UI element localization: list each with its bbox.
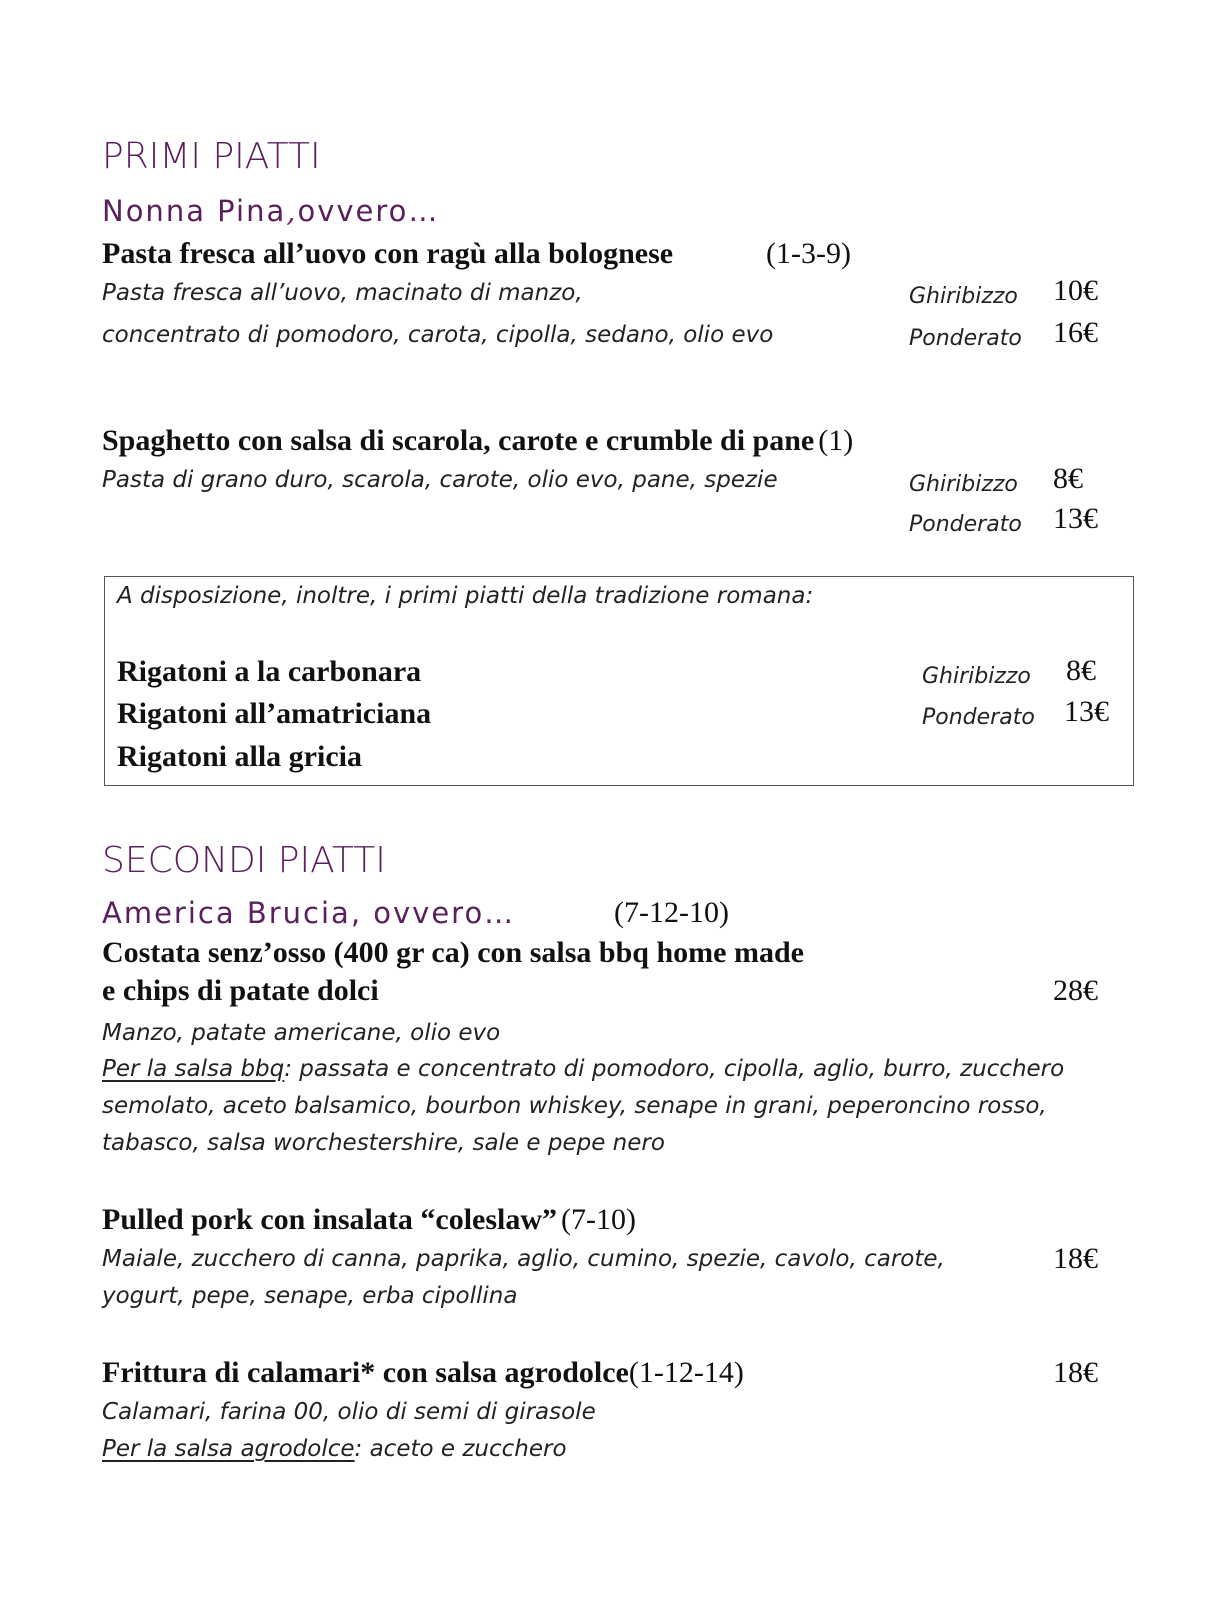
dish-heading-spaghetto (102, 424, 853, 458)
dish-name-costata-1: Costata senz’osso (400 gr ca) con salsa bbq home made (102, 936, 804, 969)
agrodolce-sauce-label: Per la salsa agrodolce (102, 1436, 355, 1462)
roman-item-carbonara: Rigatoni a la carbonara (117, 655, 422, 688)
bbq-sauce-line-1 (102, 1056, 1064, 1082)
price-pulled-pork: 18€ (1053, 1242, 1098, 1275)
dish-heading-pulled-pork (102, 1203, 636, 1237)
size-label-ghiribizzo: Ghiribizzo (909, 472, 1018, 497)
roman-item-amatriciana: Rigatoni all’amatriciana (117, 697, 432, 730)
price-costata: 28€ (1053, 974, 1098, 1007)
section-subtitle-allergens: (7-12-10) (614, 896, 729, 929)
price-ponderato: 16€ (1053, 316, 1098, 349)
dish-name-costata-2: e chips di patate dolci (102, 974, 379, 1007)
dish-ingredients-pulled-pork-2: yogurt, pepe, senape, erba cipollina (102, 1283, 518, 1309)
roman-box-intro: A disposizione, inoltre, i primi piatti della tradizione romana: (117, 583, 814, 609)
agrodolce-sauce-line (102, 1436, 567, 1462)
price-ghiribizzo: 10€ (1053, 274, 1098, 307)
dish-name-calamari: Frittura di calamari* con salsa agrodolce (102, 1356, 629, 1389)
dish-ingredients-spaghetto: Pasta di grano duro, scarola, carote, olio evo, pane, spezie (102, 467, 778, 493)
price-calamari: 18€ (1053, 1356, 1098, 1389)
dish-allergens-pulled-pork: (7-10) (561, 1203, 637, 1236)
dish-name-pulled-pork: Pulled pork con insalata “coleslaw” (102, 1203, 558, 1236)
price-ponderato: 13€ (1053, 502, 1098, 535)
dish-name-spaghetto: Spaghetto con salsa di scarola, carote e crumble di pane (102, 424, 815, 457)
bbq-sauce-label: Per la salsa bbq (102, 1056, 285, 1082)
price-ponderato: 13€ (1064, 695, 1109, 728)
roman-item-gricia: Rigatoni alla gricia (117, 740, 362, 773)
dish-heading-calamari (102, 1356, 744, 1390)
price-ghiribizzo: 8€ (1066, 654, 1096, 687)
bbq-sauce-line-3: tabasco, salsa worchestershire, sale e pepe nero (102, 1130, 665, 1156)
section-title-primi: PRIMI PIATTI (102, 136, 321, 177)
size-label-ponderato: Ponderato (909, 326, 1022, 351)
size-label-ghiribizzo: Ghiribizzo (909, 284, 1018, 309)
price-ghiribizzo: 8€ (1053, 462, 1083, 495)
dish-allergens-bolognese: (1-3-9) (766, 237, 851, 270)
subtitle-comma: , (286, 194, 298, 228)
dish-ingredients-calamari: Calamari, farina 00, olio di semi di girasole (102, 1399, 596, 1425)
bbq-sauce-line-2: semolato, aceto balsamico, bourbon whiskey, senape in grani, peperoncino rosso, (102, 1093, 1047, 1119)
dish-ingredients-bolognese-2: concentrato di pomodoro, carota, cipolla, sedano, olio evo (102, 322, 774, 348)
dish-ingredients-pulled-pork-1: Maiale, zucchero di canna, paprika, aglio, cumino, spezie, cavolo, carote, (102, 1246, 945, 1272)
section-title-secondi: SECONDI PIATTI (102, 840, 386, 881)
size-label-ponderato: Ponderato (922, 705, 1035, 730)
agrodolce-sauce-text: : aceto e zucchero (354, 1436, 567, 1462)
size-label-ghiribizzo: Ghiribizzo (922, 664, 1031, 689)
dish-ingredients-costata: Manzo, patate americane, olio evo (102, 1020, 501, 1046)
dish-name-bolognese: Pasta fresca all’uovo con ragù alla bolognese (102, 237, 674, 270)
dish-ingredients-bolognese-1: Pasta fresca all’uovo, macinato di manzo, (102, 280, 583, 306)
dish-allergens-calamari: (1-12-14) (628, 1356, 744, 1389)
size-label-ponderato: Ponderato (909, 512, 1022, 537)
subtitle-rest: ovvero… (297, 194, 440, 228)
section-subtitle-primi (102, 194, 439, 228)
dish-allergens-spaghetto: (1) (818, 424, 854, 457)
subtitle-name: Nonna Pina (102, 194, 287, 228)
section-subtitle-secondi: America Brucia, ovvero… (102, 896, 516, 930)
bbq-sauce-text: : passata e concentrato di pomodoro, cipolla, aglio, burro, zucchero (284, 1056, 1065, 1082)
